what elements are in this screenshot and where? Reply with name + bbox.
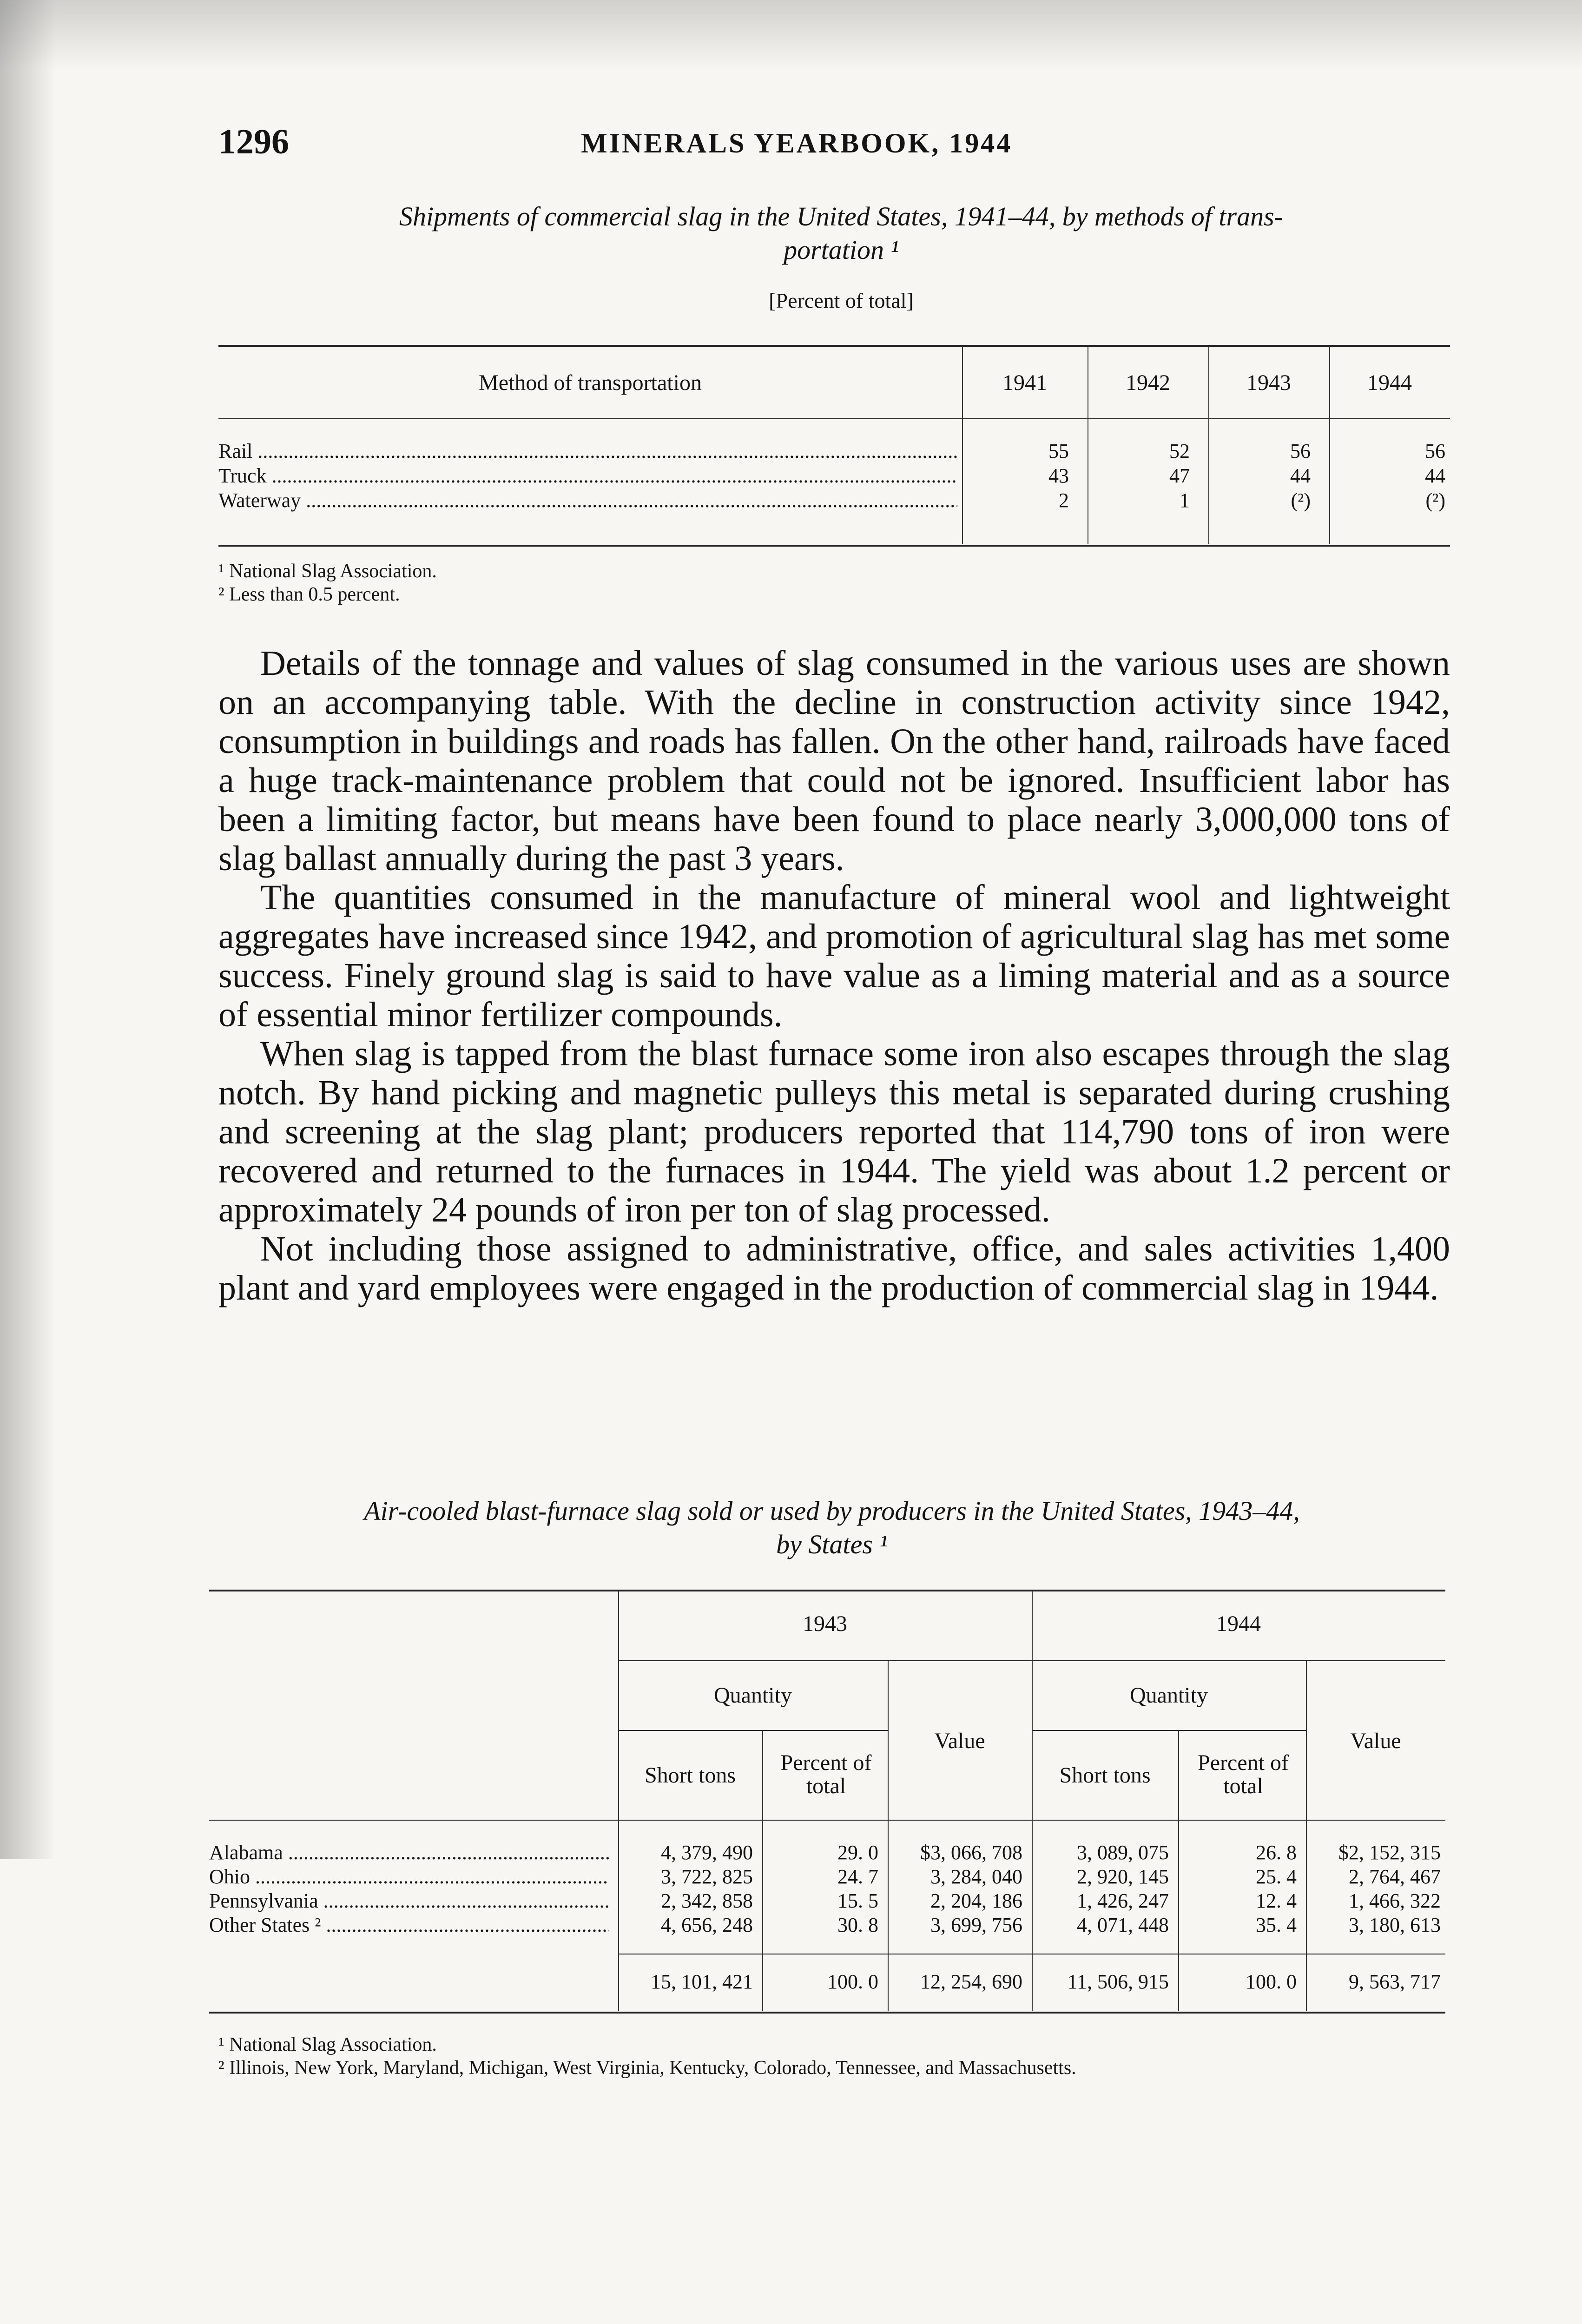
table2-cell: 1, 466, 322	[1349, 1889, 1441, 1912]
table2-cell: 3, 089, 075	[1077, 1841, 1169, 1864]
table1-bottom-rule	[218, 545, 1450, 547]
table1-row-label: Truck .....	[218, 464, 957, 488]
table2-cell: $2, 152, 315	[1338, 1841, 1441, 1864]
table2-cell: 4, 071, 448	[1077, 1914, 1169, 1936]
table2-row-label: Alabama .....	[209, 1841, 609, 1865]
table2-footnote: ¹ National Slag Association.	[218, 2034, 437, 2055]
paragraph: The quantities consumed in the manufacture of mineral wool and lightweight aggregates have increased since 1942, and promotion of agricultural slag has met some success. Finely ground slag is said to have value as a liming material and as a source of essential minor fertilizer compounds.	[218, 878, 1450, 1034]
paragraph: When slag is tapped from the blast furnace some iron also escapes through the slag notch. By hand picking and magnetic pulleys this metal is separated during crushing and screening at the slag plant; producers reported that 114,790 tons of iron were recovered and returned to the furnaces in 1944. The yield was about 1.2 percent or approximately 24 pounds of iron per ton of slag processed.	[218, 1034, 1450, 1229]
table2-vline	[1306, 1661, 1307, 2011]
table2-header-short-tons-1943: Short tons	[644, 1763, 736, 1788]
table2-header-1944: 1944	[1216, 1611, 1261, 1636]
table2-cell: 1, 426, 247	[1077, 1889, 1169, 1912]
table2-row-label: Ohio .....	[209, 1865, 609, 1889]
table2-vline	[1032, 1591, 1033, 2011]
page-left-edge	[0, 0, 56, 1859]
table2-header-1943: 1943	[803, 1611, 847, 1636]
table1-cell: (²)	[1291, 489, 1311, 512]
page-top-edge	[0, 0, 1582, 70]
table2-cell: 2, 204, 186	[930, 1889, 1022, 1912]
table2-total-cell: 9, 563, 717	[1349, 1970, 1441, 1993]
table1-cell: 55	[1048, 440, 1069, 462]
table2-vline	[618, 1591, 619, 2011]
table2-bottom-rule	[209, 2012, 1445, 2014]
table2-top-rule	[209, 1590, 1445, 1591]
body-text	[218, 644, 1450, 1307]
table1-cell: (²)	[1425, 489, 1445, 512]
table2-header-quantity-1943: Quantity	[714, 1683, 792, 1708]
table2-row-label: Pennsylvania .....	[209, 1889, 609, 1913]
table1-row-label: Waterway .....	[218, 489, 957, 513]
table1-footnote: ² Less than 0.5 percent.	[218, 584, 400, 605]
table1-subcaption: [Percent of total]	[769, 289, 914, 312]
table2-cell: 2, 342, 858	[661, 1889, 753, 1912]
table2-cell: 26. 8	[1256, 1841, 1297, 1864]
table2-cell: 12. 4	[1256, 1889, 1297, 1912]
table2-header-rule	[209, 1820, 1445, 1821]
table2-cell: 24. 7	[837, 1865, 878, 1888]
paragraph: Not including those assigned to administrative, office, and sales activities 1,400 plant and yard employees were engaged in the production of commercial slag in 1944.	[218, 1229, 1450, 1307]
table1-cell: 47	[1169, 464, 1190, 487]
table1-header-rule	[218, 418, 1450, 419]
table2-header-value-1944: Value	[1350, 1729, 1401, 1753]
table1-header-1944: 1944	[1367, 370, 1412, 395]
table2-header-percent-1943: Percent of total	[780, 1750, 872, 1798]
table2-cell: 30. 8	[837, 1914, 878, 1936]
table1-row-label: Rail .....	[218, 439, 957, 463]
table2-header-quantity-1944: Quantity	[1130, 1683, 1208, 1708]
table2-cell: 3, 722, 825	[661, 1865, 753, 1888]
table2-caption-line2: by States ¹	[776, 1529, 888, 1559]
table1-header-1941: 1941	[1002, 370, 1047, 395]
table1-cell: 43	[1048, 464, 1069, 487]
table1-cell: 44	[1290, 464, 1311, 487]
page-number: 1296	[218, 122, 289, 161]
table2-caption-line1: Air-cooled blast-furnace slag sold or used by producers in the United States, 1943–44,	[364, 1496, 1300, 1526]
table1-header-1943: 1943	[1246, 370, 1291, 395]
table1-cell: 44	[1425, 464, 1445, 487]
table1-cell: 2	[1059, 489, 1069, 512]
table2-cell: 35. 4	[1256, 1914, 1297, 1936]
table2-cell: 4, 656, 248	[661, 1914, 753, 1936]
table2-cell: 29. 0	[837, 1841, 878, 1864]
table2-cell: 2, 764, 467	[1349, 1865, 1441, 1888]
table2-total-cell: 12, 254, 690	[920, 1970, 1022, 1993]
table2-header-short-tons-1944: Short tons	[1059, 1763, 1151, 1788]
table2-header-percent-1944: Percent of total	[1198, 1750, 1289, 1798]
table1-cell: 1	[1180, 489, 1190, 512]
table2-cell: 2, 920, 145	[1077, 1865, 1169, 1888]
table2-quantity-rule-1944	[1032, 1730, 1306, 1731]
table1-header-1942: 1942	[1126, 370, 1170, 395]
table2-cell: 3, 284, 040	[930, 1865, 1022, 1888]
table1-top-rule	[218, 345, 1450, 347]
table2-cell: 25. 4	[1256, 1865, 1297, 1888]
table2-quantity-rule-1943	[618, 1730, 888, 1731]
table2-total-cell: 11, 506, 915	[1067, 1970, 1169, 1993]
running-title: MINERALS YEARBOOK, 1944	[581, 128, 1013, 158]
table2-total-cell: 15, 101, 421	[651, 1970, 753, 1993]
table2-row-label: Other States ² .....	[209, 1913, 609, 1937]
table1-cell: 56	[1290, 440, 1311, 462]
table1-caption-line1: Shipments of commercial slag in the United States, 1941–44, by methods of trans-	[399, 201, 1283, 231]
table2-cell: $3, 066, 708	[920, 1841, 1022, 1864]
paragraph: Details of the tonnage and values of slag consumed in the various uses are shown on an accompanying table. With the decline in construction activity since 1942, consumption in buildings and roads has fallen. On the other hand, railroads have faced a huge track-maintenance problem that could not be ignored. Insufficient labor has been a limiting factor, but means have been found to place nearly 3,000,000 tons of slag ballast annually during the past 3 years.	[218, 644, 1450, 878]
table1-cell: 56	[1425, 440, 1445, 462]
table1-caption-line2: portation ¹	[784, 235, 899, 265]
table2-header-value-1943: Value	[934, 1729, 985, 1753]
table2-total-cell: 100. 0	[1246, 1970, 1297, 1993]
table1-footnote: ¹ National Slag Association.	[218, 561, 437, 582]
table2-caption	[204, 1494, 1459, 1561]
table2-cell: 4, 379, 490	[661, 1841, 753, 1864]
table2-cell: 3, 699, 756	[930, 1914, 1022, 1936]
table2-footnote: ² Illinois, New York, Maryland, Michigan, West Virginia, Kentucky, Colorado, Tennessee, and Massachusetts.	[218, 2057, 1076, 2079]
table1-header-method: Method of transportation	[479, 370, 702, 395]
table2-total-cell: 100. 0	[827, 1970, 878, 1993]
running-header	[218, 122, 1464, 164]
table2-vline	[888, 1661, 889, 2011]
table2-cell: 3, 180, 613	[1349, 1914, 1441, 1936]
table1-caption	[214, 200, 1469, 267]
table2-cell: 15. 5	[837, 1889, 878, 1912]
table1-cell: 52	[1169, 440, 1190, 462]
